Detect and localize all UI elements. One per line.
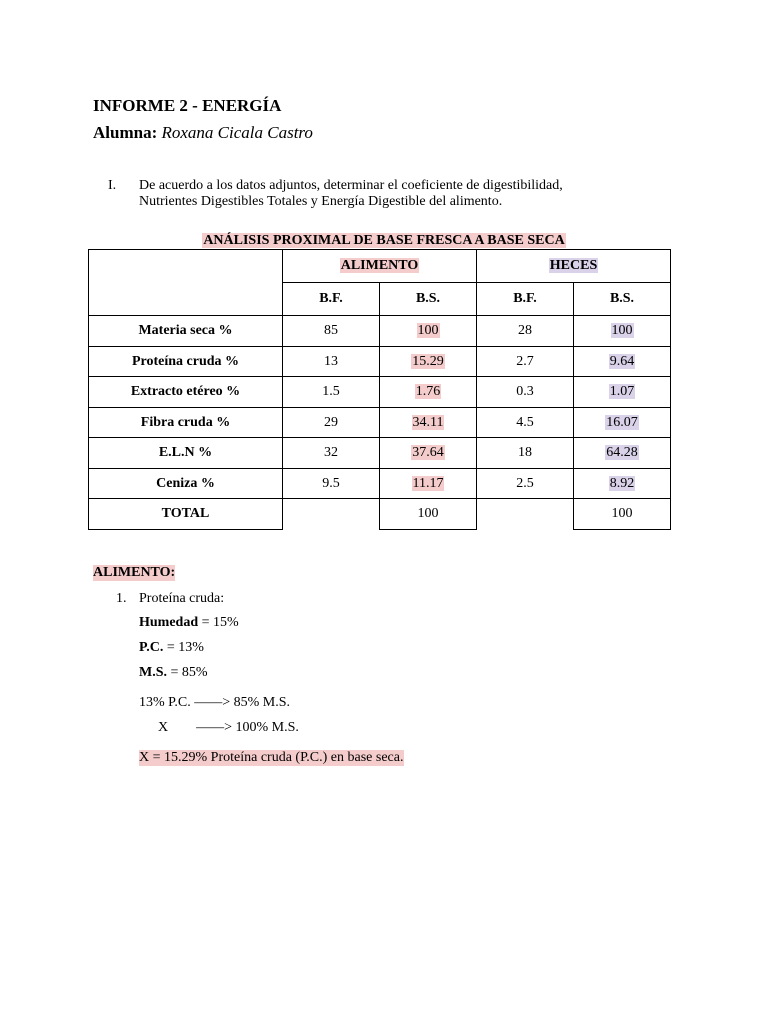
cell-alimento-bs: 37.64 [380, 438, 477, 469]
document-title: INFORME 2 - ENERGÍA [93, 96, 282, 115]
student-name: Roxana Cicala Castro [161, 123, 313, 142]
cell-heces-bf: 4.5 [477, 408, 574, 438]
cell-alimento-bs: 11.17 [380, 469, 477, 499]
blank-corner-cell-2 [89, 283, 283, 316]
table-row [89, 377, 671, 408]
cell-heces-bs: 1.07 [574, 377, 671, 408]
cell-alimento-bf: 13 [283, 347, 380, 377]
cell-alimento-bs: 34.11 [380, 408, 477, 438]
group-alimento: ALIMENTO [283, 250, 477, 283]
total-row [89, 499, 671, 530]
total-label: TOTAL [89, 499, 283, 530]
student-line [93, 123, 313, 143]
subheader-row [89, 283, 671, 316]
section-heading: ALIMENTO: [93, 565, 176, 580]
cell-alimento-bs: 15.29 [380, 347, 477, 377]
pc-line [139, 640, 204, 656]
cell-heces-bf: 0.3 [477, 377, 574, 408]
cell-heces-bs: 8.92 [574, 469, 671, 499]
table-row [89, 408, 671, 438]
cell-heces-bs: 64.28 [574, 438, 671, 469]
cell-alimento-bf: 32 [283, 438, 380, 469]
table-title-text: ANÁLISIS PROXIMAL DE BASE FRESCA A BASE SECA [203, 233, 565, 248]
cell-heces-bs: 16.07 [574, 408, 671, 438]
table-row [89, 469, 671, 499]
analysis-table [88, 249, 671, 530]
calc-line-2: X ——> 100% M.S. [158, 720, 299, 735]
list-number: 1. [116, 591, 127, 606]
row-label: Fibra cruda % [89, 408, 283, 438]
cell-alimento-bf: 29 [283, 408, 380, 438]
humedad-value: = 15% [198, 615, 239, 630]
group-heces: HECES [477, 250, 671, 283]
row-label: E.L.N % [89, 438, 283, 469]
group-header-row [89, 250, 671, 283]
humedad-line [139, 615, 239, 631]
ms-value: = 85% [167, 665, 208, 680]
calc-line-1: 13% P.C. ——> 85% M.S. [139, 695, 291, 710]
cell-alimento-bs: 1.76 [380, 377, 477, 408]
cell-alimento-bf: 9.5 [283, 469, 380, 499]
table-title [0, 233, 768, 249]
subheader-cell: B.F. [477, 283, 574, 316]
cell-alimento-bf: 85 [283, 316, 380, 347]
student-label: Alumna: [93, 123, 158, 142]
cell-heces-bf: 2.5 [477, 469, 574, 499]
cell-heces-bf: 28 [477, 316, 574, 347]
row-label: Extracto etéreo % [89, 377, 283, 408]
cell-heces-bf: 18 [477, 438, 574, 469]
row-label: Materia seca % [89, 316, 283, 347]
instruction-line-2: Nutrientes Digestibles Totales y Energía Digestible del alimento. [139, 194, 503, 209]
ms-line [139, 665, 208, 681]
blank-corner-cell [89, 250, 283, 283]
instruction-line-1: De acuerdo a los datos adjuntos, determinar el coeficiente de digestibilidad, [139, 178, 563, 193]
total-heces-bs: 100 [574, 499, 671, 530]
cell-alimento-bs: 100 [380, 316, 477, 347]
total-alimento-bs: 100 [380, 499, 477, 530]
row-label: Proteína cruda % [89, 347, 283, 377]
row-label: Ceniza % [89, 469, 283, 499]
pc-value: = 13% [163, 640, 204, 655]
empty-cell [477, 499, 574, 530]
result-line: X = 15.29% Proteína cruda (P.C.) en base seca. [139, 750, 404, 765]
empty-cell [283, 499, 380, 530]
table-row [89, 316, 671, 347]
cell-heces-bs: 9.64 [574, 347, 671, 377]
instruction-text [139, 178, 639, 210]
cell-heces-bs: 100 [574, 316, 671, 347]
humedad-label: Humedad [139, 615, 199, 630]
ms-label: M.S. [139, 665, 167, 680]
list-item-label: Proteína cruda: [139, 591, 225, 606]
pc-label: P.C. [139, 640, 164, 655]
table-row [89, 438, 671, 469]
cell-heces-bf: 2.7 [477, 347, 574, 377]
instruction-numeral: I. [108, 178, 117, 193]
cell-alimento-bf: 1.5 [283, 377, 380, 408]
subheader-cell: B.S. [380, 283, 477, 316]
table-row [89, 347, 671, 377]
subheader-cell: B.F. [283, 283, 380, 316]
subheader-cell: B.S. [574, 283, 671, 316]
